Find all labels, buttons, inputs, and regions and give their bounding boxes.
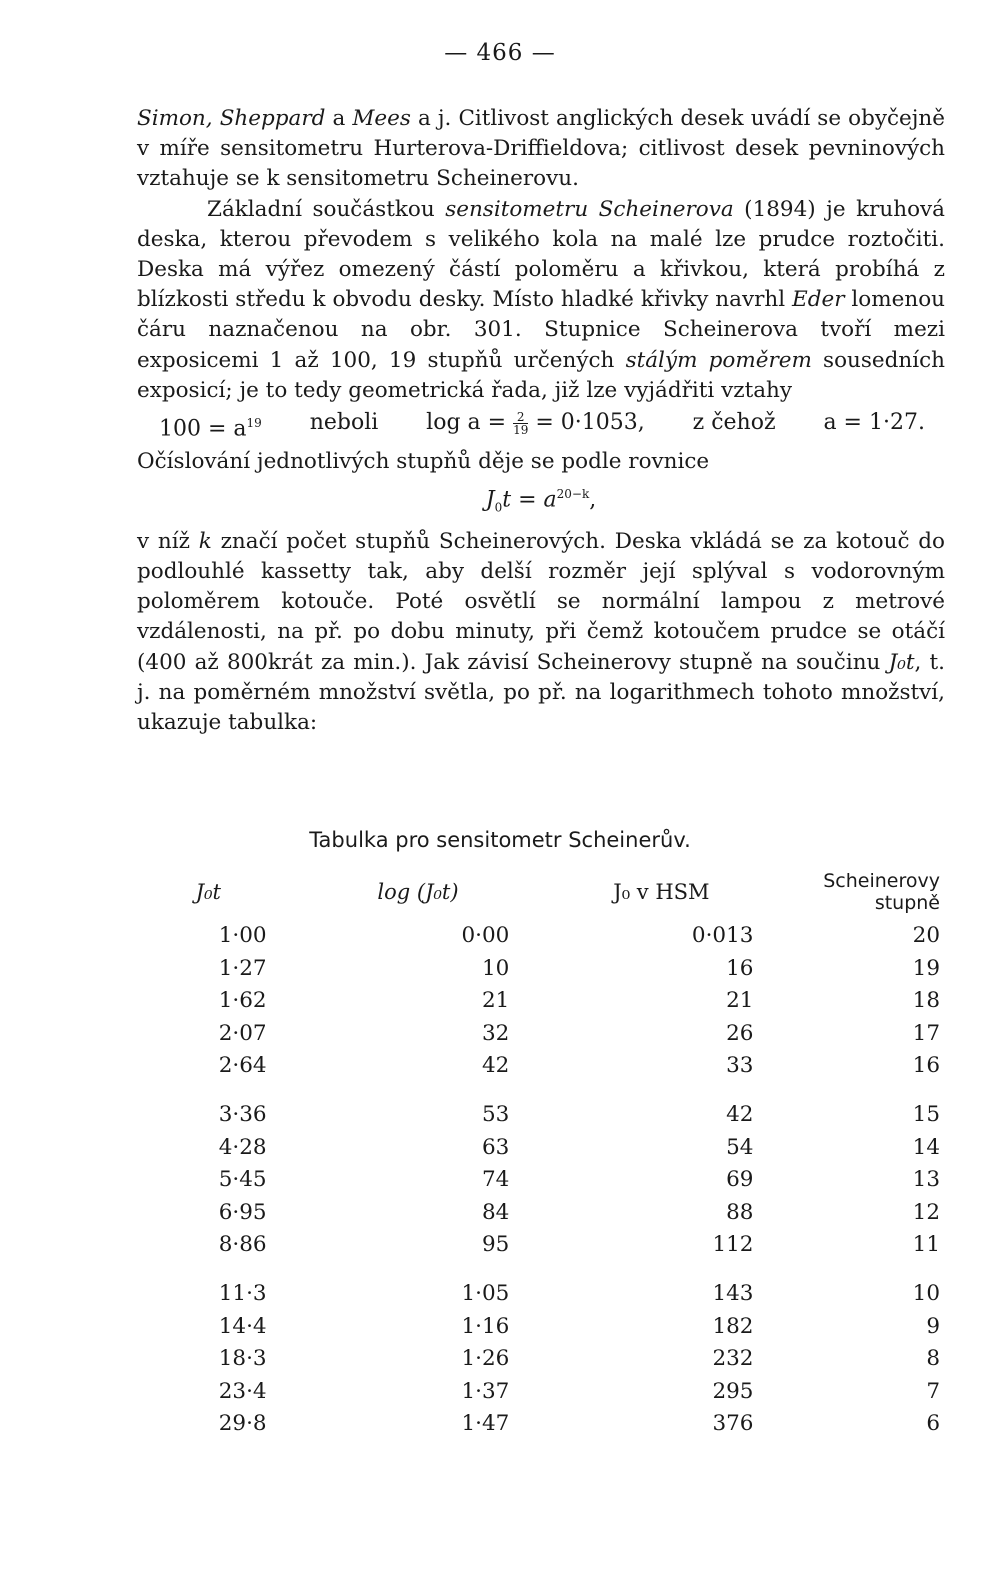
table-row [150, 1197, 940, 1230]
text-span: , t. j. na poměrném množství světla, po př. na logarithmech tohoto množství, ukazuje tabulka: [137, 649, 945, 735]
table-row [150, 1278, 940, 1311]
table-cell: 12 [912, 1199, 940, 1225]
table-cell: 54 [726, 1134, 754, 1160]
table-cell: 23·4 [218, 1378, 267, 1404]
table-row [150, 1311, 940, 1344]
table-cell: 2·07 [218, 1020, 267, 1046]
table-row [150, 1018, 940, 1051]
formula-text: J [485, 487, 495, 513]
data-table [150, 870, 940, 1441]
table-cell: 1·16 [461, 1313, 510, 1339]
table-cell: 69 [726, 1167, 754, 1193]
table-cell: 10 [482, 955, 510, 981]
column-header: log (J₀t) [377, 880, 459, 904]
page-number: — 466 — [444, 40, 556, 66]
fraction-numerator: 2 [513, 411, 528, 424]
table-cell: 26 [726, 1020, 754, 1046]
table-cell: 16 [726, 955, 754, 981]
table-cell: 1·05 [461, 1280, 510, 1306]
text-span: a j. Citlivost anglických desek uvádí se obyčejně v míře sensitometru Hurterova-Driffieldova; citlivost desek pevninových vztahuje se k sensitometru Scheinerovu. [137, 106, 945, 192]
formula-text: = 0·1053, [535, 410, 645, 436]
table-cell: 42 [726, 1101, 754, 1127]
table-cell: 74 [482, 1167, 510, 1193]
table-cell: 5·45 [218, 1167, 267, 1193]
table-row [150, 1050, 940, 1083]
spacer-cell [150, 1262, 940, 1278]
table-cell: 295 [712, 1378, 754, 1404]
formula-sup: 20−k [556, 486, 590, 501]
column-header: Scheinerovy stupně [823, 870, 940, 914]
jot-italic: J₀t [888, 649, 915, 675]
fraction-denominator: 19 [513, 422, 529, 437]
table-cell: 6 [926, 1411, 940, 1437]
formula-2 [137, 477, 945, 527]
table-row [150, 953, 940, 986]
formula-sup: 19 [246, 416, 262, 431]
table-cell: 19 [912, 955, 940, 981]
table-cell: 53 [482, 1101, 510, 1127]
k-italic: k [198, 528, 212, 554]
table-row [150, 1164, 940, 1197]
text-span: v níž [137, 528, 199, 554]
column-header: J₀ v HSM [613, 880, 710, 904]
formula-text: t = a [502, 487, 557, 513]
table-cell: 15 [912, 1101, 940, 1127]
sensitometer-italic: sensitometru Scheinerova [445, 196, 734, 222]
formula-1-word-zcehoz: z čehož [692, 410, 776, 436]
table-cell: 95 [482, 1232, 510, 1258]
text-span: (1894) je kruhová deska, kterou převodem s velikého kola na malé lze prudce roztočiti. Deska má výřez omezený částí poloměru a křivkou, která probíhá z blízkosti středu k obvodu desky. Místo hladké křivky navrhl [137, 196, 946, 313]
formula-1-left [159, 408, 262, 445]
table-cell: 32 [482, 1020, 510, 1046]
table-row [150, 920, 940, 953]
table-cell: 376 [712, 1411, 754, 1437]
table-cell: 8·86 [218, 1232, 267, 1258]
formula-text: log a = [426, 410, 507, 436]
formula-1 [137, 406, 945, 447]
table-cell: 7 [926, 1378, 940, 1404]
ratio-italic: stálým poměrem [625, 347, 812, 373]
table-cell: 11 [912, 1232, 940, 1258]
text-span: sousedních exposicí; je to tedy geometrická řada, již lze vyjádřiti vztahy [137, 347, 945, 403]
group-spacer [150, 1083, 940, 1099]
table-cell: 112 [712, 1232, 754, 1258]
table-row [150, 985, 940, 1018]
table-cell: 63 [482, 1134, 510, 1160]
table-cell: 143 [712, 1280, 754, 1306]
table-cell: 2·64 [218, 1053, 267, 1079]
table-cell: 1·37 [461, 1378, 510, 1404]
formula-1-right: a = 1·27. [823, 410, 925, 436]
table-cell: 14 [912, 1134, 940, 1160]
table-row [150, 1408, 940, 1441]
table-cell: 8 [926, 1346, 940, 1372]
table-cell: 1·47 [461, 1411, 510, 1437]
text-span: a [325, 106, 353, 131]
table-cell: 13 [912, 1167, 940, 1193]
text-span: Základní součástkou [207, 196, 446, 222]
table-cell: 232 [712, 1346, 754, 1372]
paragraph-3: Očíslování jednotlivých stupňů děje se podle rovnice [137, 448, 710, 474]
column-header: J₀t [195, 880, 221, 904]
table-cell: 4·28 [218, 1134, 267, 1160]
formula-1-log [426, 408, 645, 445]
names-italic: Simon, Sheppard [137, 106, 326, 131]
table-row [150, 1132, 940, 1165]
table-cell: 9 [926, 1313, 940, 1339]
eder-italic: Eder [792, 287, 845, 313]
table-row [150, 1343, 940, 1376]
table-cell: 18·3 [218, 1346, 267, 1372]
paragraph-2 [137, 195, 945, 406]
table-cell: 33 [726, 1053, 754, 1079]
table-cell: 21 [726, 988, 754, 1014]
table-header-row [150, 870, 940, 920]
table-cell: 6·95 [218, 1199, 267, 1225]
table-title: Tabulka pro sensitometr Scheinerův. [309, 828, 691, 852]
text-span: značí počet stupňů Scheinerových. Deska vkládá se za kotouč do podlouhlé kassetty tak, aby delší rozměr její splýval s vodorovným poloměrem kotouče. Poté osvětlí se normální lampou z metrové vzdálenosti, na př. po dobu minuty, při čemž kotoučem prudce se otáčí (400 až 800krát za min.). Jak závisí Scheinerovy stupně na součinu [137, 528, 945, 675]
table-cell: 84 [482, 1199, 510, 1225]
paragraph-4 [137, 527, 945, 738]
table-row [150, 1376, 940, 1409]
table-cell: 1·00 [218, 923, 267, 948]
table-cell: 0·00 [461, 923, 510, 948]
paragraph-1 [137, 104, 945, 195]
spacer-cell [150, 1083, 940, 1099]
formula-1-word-neboli: neboli [309, 410, 379, 436]
table-cell: 0·013 [691, 923, 754, 948]
table-cell: 182 [712, 1313, 754, 1339]
table-cell: 1·62 [218, 988, 267, 1014]
group-spacer [150, 1262, 940, 1278]
table-body [150, 920, 940, 1441]
text-span: lomenou čáru naznačenou na obr. 301. Stupnice Scheinerova tvoří mezi exposicemi 1 až 100, 19 stupňů určených [137, 287, 945, 373]
table-cell: 17 [912, 1020, 940, 1046]
table-cell: 18 [912, 988, 940, 1014]
formula-sub: 0 [494, 500, 503, 515]
table-row [150, 1099, 940, 1132]
table-cell: 88 [726, 1199, 754, 1225]
mees-italic: Mees [352, 106, 411, 131]
table-cell: 29·8 [218, 1411, 267, 1437]
table-cell: 21 [482, 988, 510, 1014]
table-cell: 1·27 [218, 955, 267, 981]
table-cell: 42 [482, 1053, 510, 1079]
table-cell: 10 [912, 1280, 940, 1306]
body-text [137, 104, 945, 738]
table-cell: 14·4 [218, 1313, 267, 1339]
table-cell: 1·26 [461, 1346, 510, 1372]
table-cell: 3·36 [218, 1101, 267, 1127]
table-row [150, 1229, 940, 1262]
table-cell: 11·3 [218, 1280, 267, 1306]
formula-text: 100 = a [159, 416, 247, 442]
table-cell: 16 [912, 1053, 940, 1079]
formula-text: , [589, 487, 597, 513]
table-cell: 20 [912, 923, 940, 948]
fraction [513, 411, 528, 436]
